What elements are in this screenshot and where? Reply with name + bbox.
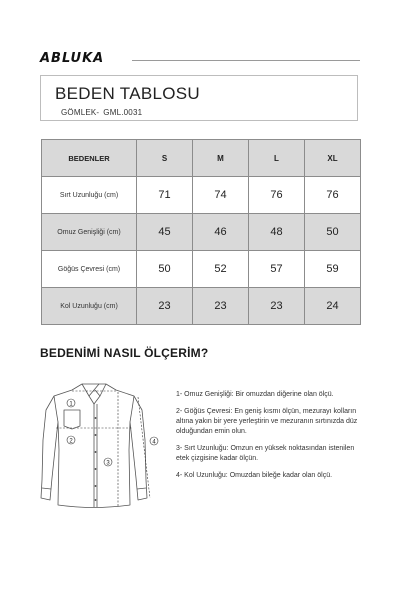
table-cell: 50	[305, 214, 361, 251]
marker-2	[67, 436, 75, 445]
product-category: GÖMLEK-	[61, 108, 100, 117]
brand-logo: ABLUKA	[40, 51, 105, 66]
row-label: Sırt Uzunluğu (cm)	[42, 177, 137, 214]
table-row-sleeve-length	[42, 288, 361, 325]
instruction-back-length: 3- Sırt Uzunluğu: Omzun en yüksek noktasından istenilen etek çizgisine kadar ölçün.	[176, 445, 355, 462]
marker-4	[150, 437, 158, 446]
marker-label: 1	[69, 401, 73, 408]
product-code	[61, 108, 142, 117]
marker-label: 4	[152, 439, 156, 446]
table-cell: 59	[305, 251, 361, 288]
marker-label: 2	[69, 438, 73, 445]
table-cell: 45	[137, 214, 193, 251]
table-cell: 46	[193, 214, 249, 251]
size-header-row	[42, 140, 361, 177]
brand-divider	[132, 60, 360, 61]
size-header-s: S	[137, 140, 193, 177]
table-cell: 23	[249, 288, 305, 325]
page-title: BEDEN TABLOSU	[55, 84, 200, 103]
size-table	[41, 139, 361, 325]
shirt-illustration	[34, 370, 174, 520]
table-row-chest	[42, 251, 361, 288]
row-label: Omuz Genişliği (cm)	[42, 214, 137, 251]
size-table-corner: BEDENLER	[42, 140, 137, 177]
size-header-xl: XL	[305, 140, 361, 177]
howto-title: BEDENİMİ NASIL ÖLÇERİM?	[40, 346, 209, 360]
row-label: Kol Uzunluğu (cm)	[42, 288, 137, 325]
marker-1	[67, 399, 75, 408]
table-cell: 23	[137, 288, 193, 325]
table-cell: 76	[249, 177, 305, 214]
table-cell: 24	[305, 288, 361, 325]
button-dots	[95, 417, 97, 501]
marker-3	[104, 458, 112, 467]
table-row-shoulder-width	[42, 214, 361, 251]
table-cell: 74	[193, 177, 249, 214]
title-box	[40, 75, 358, 121]
table-cell: 71	[137, 177, 193, 214]
table-cell: 57	[249, 251, 305, 288]
product-code-value: GML.0031	[103, 108, 143, 117]
table-row-back-length	[42, 177, 361, 214]
instruction-shoulder: 1- Omuz Genişliği: Bir omuzdan diğerine olan ölçü.	[176, 391, 334, 398]
row-label: Göğüs Çevresi (cm)	[42, 251, 137, 288]
table-cell: 52	[193, 251, 249, 288]
size-header-l: L	[249, 140, 305, 177]
table-cell: 23	[193, 288, 249, 325]
size-header-m: M	[193, 140, 249, 177]
brand-header	[40, 52, 360, 66]
marker-label: 3	[106, 460, 110, 467]
instruction-chest: 2- Göğüs Çevresi: En geniş kısmı ölçün, mezurayı kolların altına yakın bir yere yerleştirin ve mezuranın sırtınızda düz olduğundan emin olun.	[176, 408, 358, 435]
instruction-sleeve: 4- Kol Uzunluğu: Omuzdan bileğe kadar olan ölçü.	[176, 472, 333, 479]
table-cell: 76	[305, 177, 361, 214]
measurement-instructions	[176, 390, 366, 488]
table-cell: 48	[249, 214, 305, 251]
table-cell: 50	[137, 251, 193, 288]
